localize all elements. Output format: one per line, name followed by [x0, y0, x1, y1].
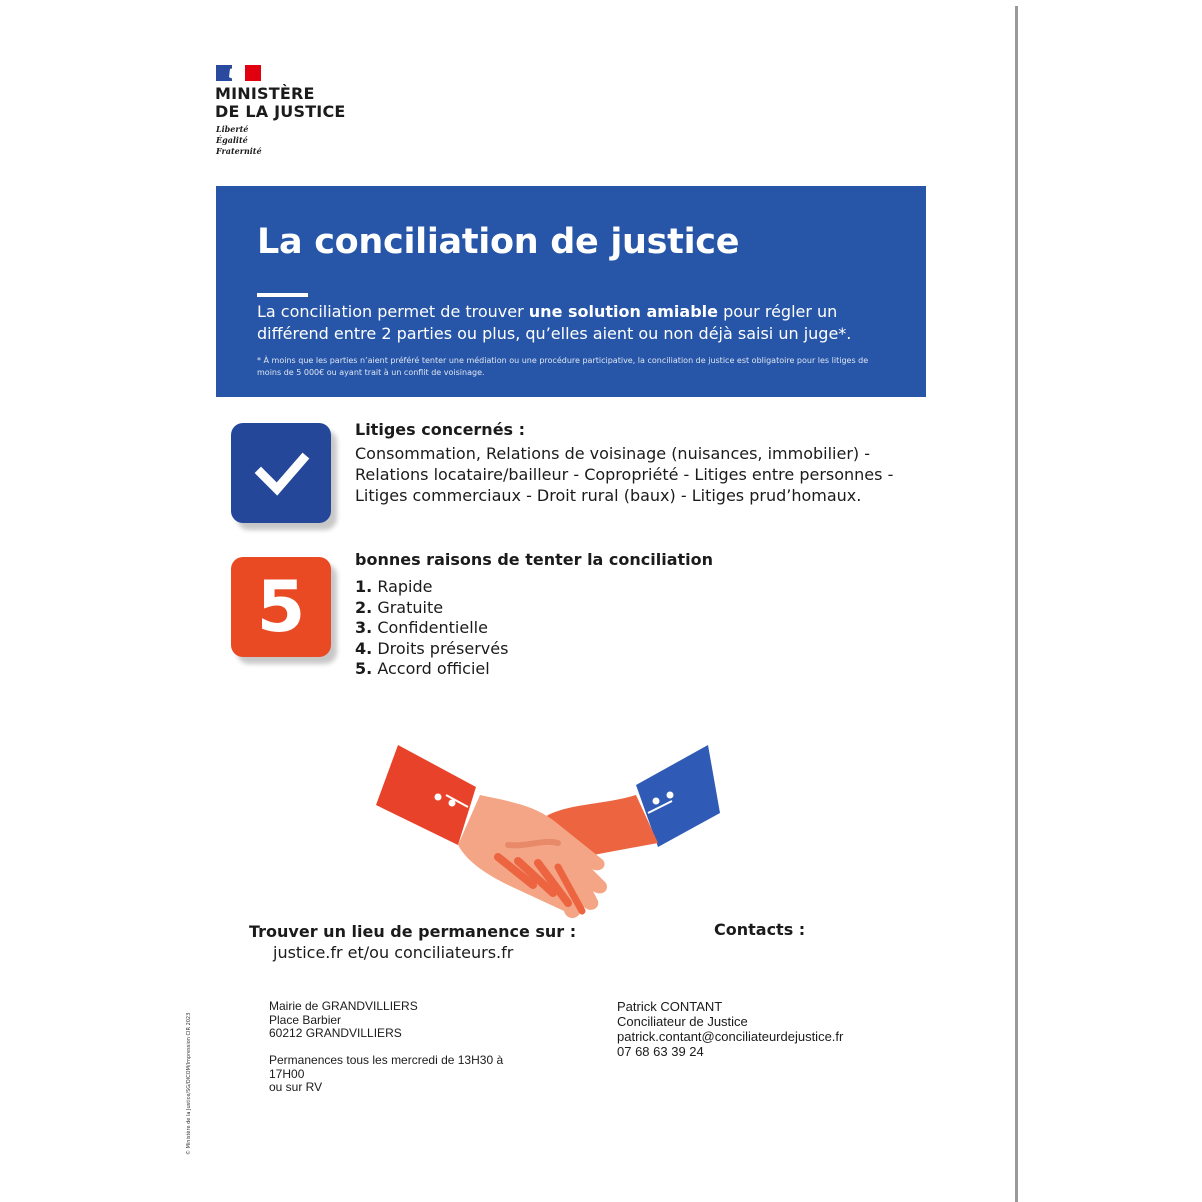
- motto-fraternite: Fraternité: [216, 146, 262, 156]
- title-underline: [257, 293, 308, 297]
- reason-label: Rapide: [377, 577, 433, 596]
- find-location-title: Trouver un lieu de permanence sur :: [249, 922, 577, 941]
- list-item: [355, 577, 508, 598]
- reason-number: 1.: [355, 577, 373, 596]
- address-line-2: Place Barbier: [269, 1012, 342, 1027]
- list-item: [355, 598, 508, 619]
- contact-name: Patrick CONTANT: [617, 999, 723, 1014]
- reasons-title: bonnes raisons de tenter la conciliation: [355, 550, 714, 569]
- handshake-icon: [368, 735, 734, 925]
- contact-phone: 07 68 63 39 24: [617, 1044, 704, 1059]
- ministry-line-2: DE LA JUSTICE: [215, 102, 346, 121]
- print-credit: © Ministère de la Justice/SG/DICOM/Impression CIR 2023: [186, 1012, 192, 1155]
- description-part-2: pour régler un différend entre 2 parties ou plus, qu’elles aient ou non déjà saisi un juge*.: [257, 302, 852, 343]
- ministry-name: [215, 85, 346, 121]
- hours-block: [269, 1054, 539, 1095]
- list-item: [355, 639, 508, 660]
- list-item: [355, 659, 508, 680]
- hours-line-2: ou sur RV: [269, 1080, 323, 1094]
- five-badge: 5: [231, 557, 331, 657]
- republic-motto: [216, 124, 262, 157]
- description-part-1: La conciliation permet de trouver: [257, 302, 529, 321]
- litiges-list: Consommation, Relations de voisinage (nuisances, immobilier) - Relations locataire/bailleur - Copropriété - Litiges entre personnes - Litiges commerciaux - Droit rural (baux) - Litiges prud’homaux.: [355, 444, 894, 505]
- address-line-3: 60212 GRANDVILLIERS: [269, 1026, 402, 1040]
- motto-liberte: Liberté: [216, 124, 249, 134]
- description-emphasis: une solution amiable: [528, 302, 718, 321]
- litiges-title: Litiges concernés :: [355, 420, 526, 439]
- contact-email: patrick.contant@conciliateurdejustice.fr: [617, 1029, 844, 1044]
- title-banner: [216, 186, 926, 397]
- contact-role: Conciliateur de Justice: [617, 1014, 748, 1029]
- reason-label: Gratuite: [377, 597, 444, 617]
- reason-label: Droits préservés: [377, 638, 509, 658]
- reason-label: Confidentielle: [377, 618, 488, 637]
- motto-egalite: Égalité: [216, 135, 248, 145]
- page-edge-line: [1015, 6, 1018, 1202]
- address-line-1: Mairie de GRANDVILLIERS: [269, 999, 418, 1013]
- checkmark-badge: [231, 423, 331, 523]
- contacts-title: Contacts :: [714, 920, 806, 939]
- hours-line-1: Permanences tous les mercredi de 13H30 à 17H00: [269, 1053, 504, 1081]
- reasons-list: [355, 577, 508, 680]
- reason-label: Accord officiel: [377, 659, 490, 678]
- banner-description: [257, 301, 907, 345]
- reason-number: 5.: [355, 659, 373, 678]
- checkmark-icon: [231, 423, 331, 523]
- banner-footnote: * À moins que les parties n’aient préféré tenter une médiation ou une procédure participative, la conciliation de justice est obligatoire pour les litiges de moins de 5 000€ ou ayant trait à un conflit de voisinage.: [257, 356, 869, 377]
- reason-number: 3.: [355, 618, 373, 637]
- marianne-flag-icon: [216, 65, 261, 81]
- address-block: [269, 1000, 418, 1041]
- ministry-line-1: MINISTÈRE: [215, 84, 315, 103]
- list-item: [355, 618, 508, 639]
- reason-number: 4.: [355, 638, 373, 658]
- find-location-links: justice.fr et/ou conciliateurs.fr: [273, 943, 514, 962]
- reason-number: 2.: [355, 597, 373, 617]
- contact-block: [617, 999, 843, 1059]
- page-title: La conciliation de justice: [257, 222, 740, 262]
